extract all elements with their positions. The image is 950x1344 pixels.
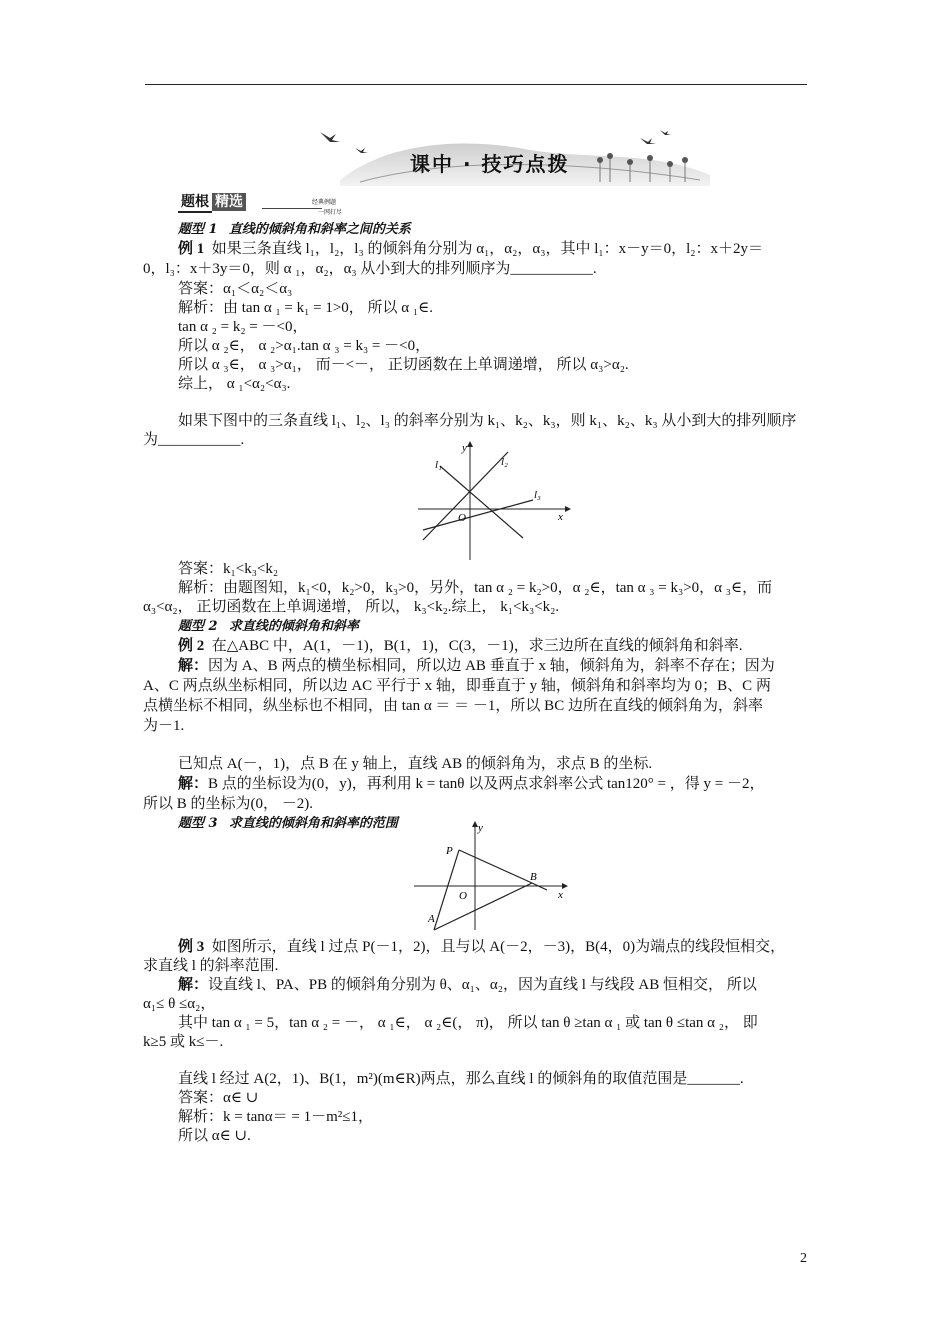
practice-1-line2: 为___________. xyxy=(143,432,245,448)
topic-3-heading: 题型 3 求直线的倾斜角和斜率的范围 xyxy=(178,816,398,831)
topic-2-heading: 题型 2 求直线的倾斜角和斜率 xyxy=(178,619,359,634)
example-2-solution-1: 解：因为 A、B 两点的横坐标相同，所以边 AB 垂直于 x 轴，倾斜角为，斜率不存在；因为 xyxy=(178,658,775,674)
label-b: B xyxy=(530,871,537,883)
label-a: A xyxy=(428,913,435,925)
example-1-answer: 答案：α₁＜α₂＜α₃ xyxy=(178,281,293,297)
practice-3-solution-1: 解析：k = tanα＝ = 1－m²≤1， xyxy=(178,1109,374,1125)
section-tag xyxy=(178,193,246,213)
example-3-solution-3: 其中 tan α ₁ = 5，tan α ₂ = －， α ₁∈， α ₂∈(， π)， 所以 tan θ ≥tan α ₁ 或 tan θ ≤tan α ₂， 即 xyxy=(178,1015,758,1031)
practice-1-solution-2: α₃<α₂， 正切函数在上单调递增， 所以， k₃<k₂.综上， k₁<k₃<k₂. xyxy=(143,599,560,615)
practice-1-solution-1: 解析：由题图知，k₁<0，k₂>0，k₃>0，另外，tan α ₂ = k₂>0，α ₂∈，tan α ₃ = k₃>0，α ₃∈，而 xyxy=(178,580,773,596)
label-l3: l₃ xyxy=(534,489,541,501)
example-1-solution-2: tan α ₂ = k₂ = －<0， xyxy=(178,319,308,335)
segment-ab xyxy=(434,883,532,930)
line-l3 xyxy=(423,500,533,530)
label-y: y xyxy=(462,442,467,454)
label-o: O xyxy=(458,512,466,524)
example-3-solution-1: 解：设直线 l、PA、PB 的倾斜角分别为 θ、α₁、α₂，因为直线 l 与线段 AB 恒相交， 所以 xyxy=(178,977,757,993)
line-l1 xyxy=(440,466,523,538)
practice-2-solution-2: 所以 B 的坐标为(0， －2). xyxy=(143,796,313,812)
topic-1-heading: 题型 1 直线的倾斜角和斜率之间的关系 xyxy=(178,222,411,237)
practice-2-solution-1: 解：B 点的坐标设为(0，y)，再利用 k = tanθ 以及两点求斜率公式 tan120° = ，得 y = －2， xyxy=(178,776,765,792)
label-l1: l₁ xyxy=(435,459,442,471)
label-x: x xyxy=(558,511,563,523)
label-l2: l₂ xyxy=(501,456,508,468)
practice-3-answer: 答案：α∈ ∪ xyxy=(178,1090,259,1106)
example-1-line2: 0，l₃：x＋3y＝0，则 α ₁，α₂，α₃ 从小到大的排列顺序为___________. xyxy=(143,261,597,277)
example-1-solution-1: 解析：由 tan α ₁ = k₁ = 1>0， 所以 α ₁∈. xyxy=(178,300,433,316)
example-3-solution-4: k≥5 或 k≤－. xyxy=(143,1034,224,1050)
figure-three-lines xyxy=(413,438,573,563)
label-x: x xyxy=(558,889,563,901)
example-1-line1: 例 1 如果三条直线 l₁，l₂，l₃ 的倾斜角分别为 α₁，α₂，α₃，其中 l₁：x－y＝0，l₂：x＋2y＝ xyxy=(178,241,764,257)
example-1-solution-4: 所以 α ₃∈， α ₃>α₁， 而－<－， 正切函数在上单调递增， 所以 α₃>α₂. xyxy=(178,357,629,373)
practice-1-answer: 答案：k₁<k₃<k₂ xyxy=(178,561,279,577)
section-tag-note2: 一网打尽 xyxy=(318,209,343,216)
section-tag-part2: 精选 xyxy=(212,193,246,211)
example-3-solution-2: α₁≤ θ ≤α₂， xyxy=(143,996,216,1012)
label-p: P xyxy=(446,845,453,857)
example-2-solution-3: 点横坐标不相同，纵坐标也不相同，由 tan α ＝ ＝ －1，所以 BC 边所在直线的倾斜角为，斜率 xyxy=(143,698,763,714)
practice-2-line1: 已知点 A(－，1)，点 B 在 y 轴上，直线 AB 的倾斜角为，求点 B 的坐标. xyxy=(178,756,653,772)
example-3-line2: 求直线 l 的斜率范围. xyxy=(143,958,279,974)
example-3-line1: 例 3 如图所示，直线 l 过点 P(－1，2)，且与以 A(－2，－3)，B(4，0)为端点的线段恒相交， xyxy=(178,939,786,955)
section-tag-note1: 经典例题 xyxy=(312,199,337,206)
header-rule xyxy=(145,84,807,85)
example-2-solution-4: 为－1. xyxy=(143,718,185,734)
example-1-solution-5: 综上， α ₁<α₂<α₃. xyxy=(178,376,291,392)
practice-3-line1: 直线 l 经过 A(2，1)、B(1，m²)(m∈R)两点，那么直线 l 的倾斜角的取值范围是_______. xyxy=(178,1071,744,1087)
tag-divider xyxy=(262,208,322,209)
example-2-solution-2: A、C 两点纵坐标相同，所以边 AC 平行于 x 轴，即垂直于 y 轴，倾斜角和斜率均为 0；B、C 两 xyxy=(143,678,771,694)
section-title: 课中 · 技巧点拨 xyxy=(410,152,570,176)
line-pb xyxy=(459,850,532,883)
figure-segment-ab xyxy=(412,818,572,936)
line-pa xyxy=(434,850,459,930)
section-tag-part1: 题根 xyxy=(178,193,212,213)
label-y: y xyxy=(478,822,483,834)
practice-3-solution-2: 所以 α∈ ∪. xyxy=(178,1128,251,1144)
label-o: O xyxy=(459,890,467,902)
example-1-solution-3: 所以 α ₂∈， α ₂>α₁.tan α ₃ = k₃ = －<0， xyxy=(178,338,431,354)
page-number: 2 xyxy=(800,1251,807,1266)
example-2-line1: 例 2 在△ABC 中，A(1，－1)，B(1，1)，C(3，－1)，求三边所在直线的倾斜角和斜率. xyxy=(178,638,743,654)
practice-1-line1: 如果下图中的三条直线 l₁、l₂、l₃ 的斜率分别为 k₁、k₂、k₃，则 k₁、k₂、k₃ 从小到大的排列顺序 xyxy=(178,413,797,429)
